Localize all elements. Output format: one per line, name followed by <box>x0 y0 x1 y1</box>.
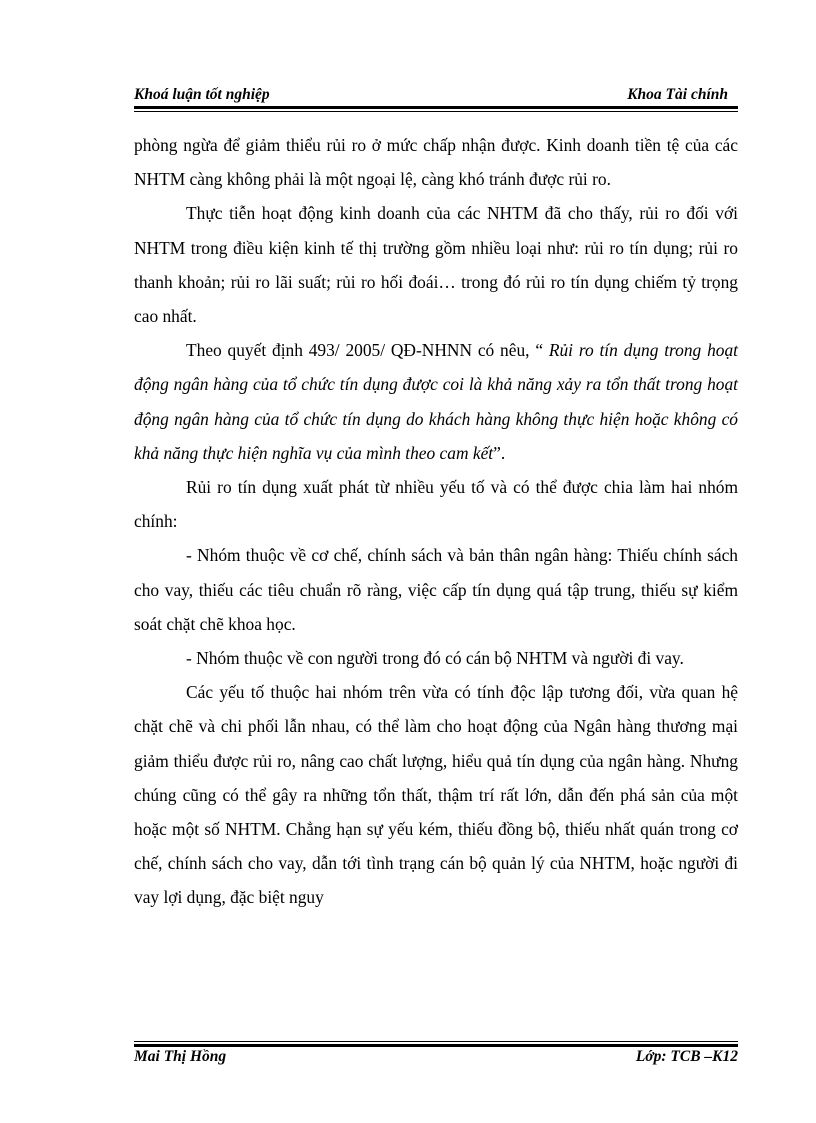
paragraph-4: Rủi ro tín dụng xuất phát từ nhiều yếu tố và có thể được chia làm hai nhóm chính: <box>134 477 738 532</box>
paragraph-3-lead: Theo quyết định 493/ 2005/ QĐ-NHNN có nêu, “ <box>186 340 549 361</box>
header-rule-thin <box>134 111 738 112</box>
paragraph-1: phòng ngừa để giảm thiểu rủi ro ở mức chấp nhận được. Kinh doanh tiền tệ của các NHTM càng không phải là một ngoại lệ, càng khó tránh được rủi ro. <box>134 135 738 190</box>
footer-rule-thick <box>134 1044 738 1047</box>
document-body <box>134 128 738 915</box>
header-faculty: Khoa Tài chính <box>627 86 728 103</box>
paragraph-5: - Nhóm thuộc về cơ chế, chính sách và bản thân ngân hàng: Thiếu chính sách cho vay, thiếu các tiêu chuẩn rõ ràng, việc cấp tín dụng quá tập trung, thiếu sự kiểm soát chặt chẽ khoa học. <box>134 545 738 634</box>
paragraph-6: - Nhóm thuộc về con người trong đó có cán bộ NHTM và người đi vay. <box>186 648 684 669</box>
paragraph-3-end: ”. <box>493 442 506 463</box>
footer-author: Mai Thị Hồng <box>134 1048 227 1065</box>
header-thesis-title: Khoá luận tốt nghiệp <box>134 86 270 103</box>
footer-class: Lớp: TCB –K12 <box>635 1048 738 1065</box>
header-rule-thick <box>134 106 738 109</box>
paragraph-7: Các yếu tố thuộc hai nhóm trên vừa có tính độc lập tương đối, vừa quan hệ chặt chẽ và chi phối lẫn nhau, có thể làm cho hoạt động của Ngân hàng thương mại giảm thiểu được rủi ro, nâng cao chất lượng, hiểu quả tín dụng của ngân hàng. Nhưng chúng cũng có thể gây ra những tổn thất, thậm trí rất lớn, dẫn đến phá sản của một hoặc một số NHTM. Chẳng hạn sự yếu kém, thiếu đồng bộ, thiếu nhất quán trong cơ chế, chính sách cho vay, dẫn tới tình trạng cán bộ quản lý của NHTM, hoặc người đi vay lợi dụng, đặc biệt nguy <box>134 682 738 908</box>
footer-rule-thin <box>134 1041 738 1042</box>
paragraph-2: Thực tiễn hoạt động kinh doanh của các NHTM đã cho thấy, rủi ro đối với NHTM trong điều kiện kinh tế thị trường gồm nhiều loại như: rủi ro tín dụng; rủi ro thanh khoản; rủi ro lãi suất; rủi ro hối đoái… trong đó rủi ro tín dụng chiếm tỷ trọng cao nhất. <box>134 203 738 327</box>
paragraph-3 <box>134 333 738 470</box>
paragraph-3-quote: Rủi ro tín dụng trong hoạt động ngân hàng của tổ chức tín dụng được coi là khả năng xảy ra tổn thất trong hoạt động ngân hàng của tổ chức tín dụng do khách hàng không thực hiện hoặc không có khả năng thực hiện nghĩa vụ của mình theo cam kết <box>134 340 738 463</box>
